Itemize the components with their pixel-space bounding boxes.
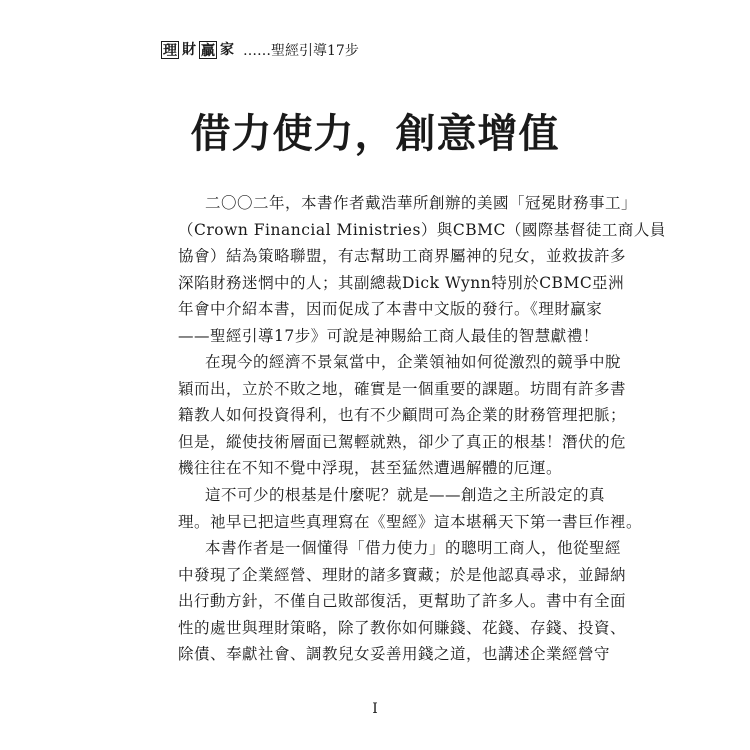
text-line: 二〇〇二年，本書作者戴浩華所創辦的美國「冠冕財務事工」: [205, 194, 638, 212]
brand-char: 財: [182, 42, 196, 58]
text-line: 理。祂早已把這些真理寫在《聖經》這本堪稱天下第一書巨作裡。: [178, 512, 643, 531]
text-line: 本書作者是一個懂得「借力使力」的聰明工商人，他從聖經: [205, 539, 622, 558]
text-line: 這不可少的根基是什麼呢？就是——創造之主所設定的真: [205, 486, 606, 505]
text-line: 在現今的經濟不景氣當中，企業領袖如何從激烈的競爭中脫: [205, 353, 622, 372]
brand-char: 贏: [201, 43, 215, 59]
text-line: 但是，縱使技術層面已駕輕就熟，卻少了真正的根基！潛伏的危: [178, 432, 627, 451]
page-number: I: [372, 701, 378, 717]
text-line: （Crown Financial Ministries）與CBMC（國際基督徒工商人員: [178, 220, 666, 239]
brand-char: 家: [220, 42, 234, 58]
text-line: ——聖經引導17步》可說是神賜給工商人最佳的智慧獻禮！: [178, 326, 599, 345]
book-brand: [161, 41, 237, 59]
header-subtitle: ……聖經引導17步: [243, 43, 359, 59]
text-line: 深陷財務迷惘中的人；其副總裁Dick Wynn特別於CBMC亞洲: [178, 273, 625, 292]
text-line: 性的處世與理財策略，除了教你如何賺錢、花錢、存錢、投資、: [178, 618, 627, 637]
body-text: [178, 190, 666, 668]
text-line: 協會）結為策略聯盟，有志幫助工商界屬神的兒女，並救拔許多: [178, 247, 627, 266]
text-line: 除債、奉獻社會、調教兒女妥善用錢之道，也講述企業經營守: [178, 645, 611, 664]
running-header: [161, 38, 359, 62]
text-line: 穎而出，立於不敗之地，確實是一個重要的課題。坊間有許多書: [178, 379, 627, 398]
text-line: 年會中介紹本書，因而促成了本書中文版的發行。《理財贏家: [178, 300, 603, 319]
text-line: 出行動方針，不僅自己敗部復活，更幫助了許多人。書中有全面: [178, 592, 627, 611]
brand-char: 理: [163, 43, 177, 59]
text-line: 機往往在不知不覺中浮現，甚至猛然遭遇解體的厄運。: [178, 459, 563, 478]
text-line: 籍教人如何投資得利，也有不少顧問可為企業的財務管理把脈；: [178, 406, 627, 425]
chapter-title: 借力使力，創意增值: [190, 111, 560, 157]
text-line: 中發現了企業經營、理財的諸多寶藏；於是他認真尋求，並歸納: [178, 565, 627, 584]
